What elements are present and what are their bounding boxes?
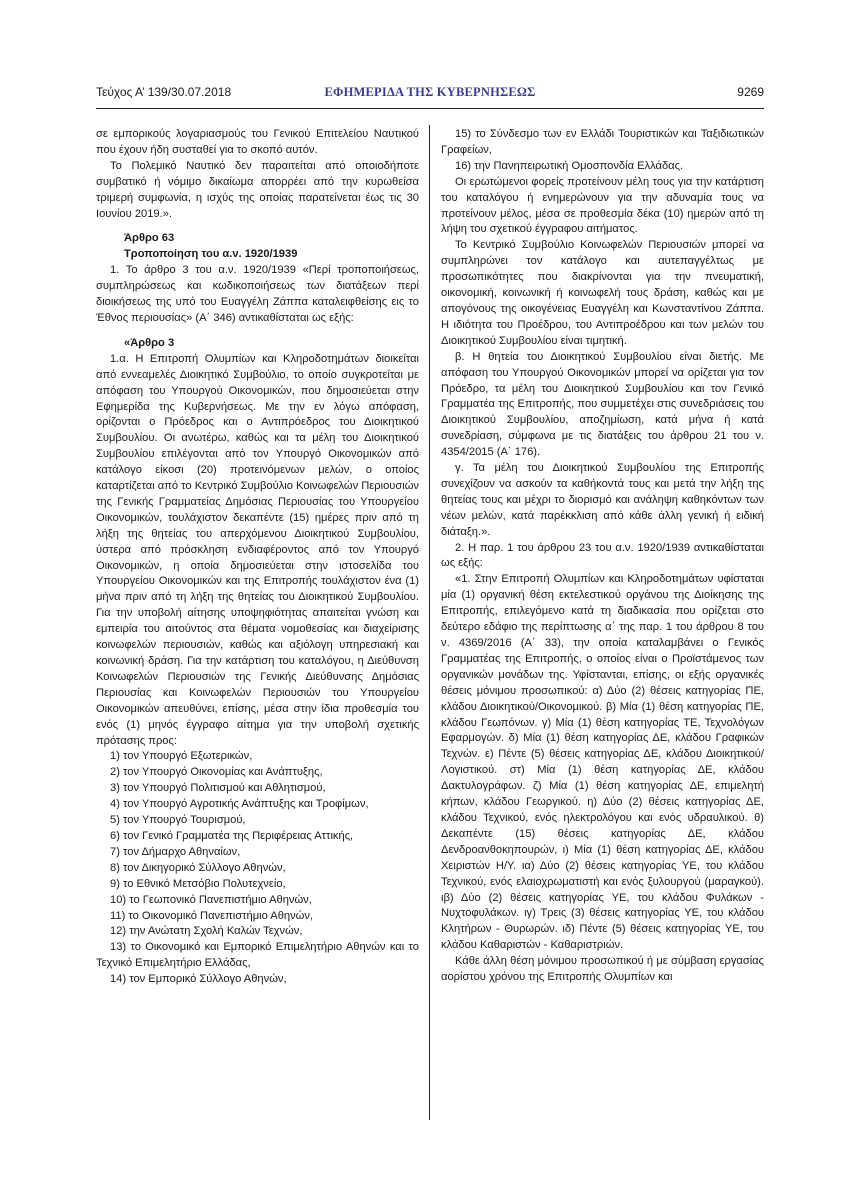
header-rule bbox=[96, 108, 764, 109]
quoted-article-heading: «Άρθρο 3 bbox=[124, 336, 175, 349]
list-item: 12) την Ανώτατη Σχολή Καλών Τεχνών, bbox=[110, 925, 303, 938]
list-item: 16) την Πανηπειρωτική Ομοσπονδία Ελλάδας. bbox=[455, 159, 684, 172]
list-item: 9) το Εθνικό Μετσόβιο Πολυτεχνείο, bbox=[110, 877, 286, 890]
list-item: 5) τον Υπουργό Τουρισμού, bbox=[110, 814, 246, 827]
list-item: 7) τον Δήμαρχο Αθηναίων, bbox=[110, 845, 241, 858]
paragraph: Το Κεντρικό Συμβούλιο Κοινωφελών Περιουσιών μπορεί να συμπληρώνει τον κατάλογο και αυτεπαγγέλτως με προσωπικότητες που διακρίνονται για την πνευματική, οικονομική, κοινωνική ή κοινωφελή τους δράση, καθώς και με απογόνους της οικογένειας Ευαγγέλη και Κωνσταντίνου Ζάππα. Η ιδιότητα του Προέδρου, του Αντιπροέδρου και των μελών του Διοικητικού Συμβουλίου είναι τιμητική. bbox=[441, 239, 764, 347]
list-item: 11) το Οικονομικό Πανεπιστήμιο Αθηνών, bbox=[110, 909, 314, 922]
recipient-list bbox=[96, 749, 419, 988]
list-item: 13) το Οικονομικό και Εμπορικό Επιμελητήριο Αθηνών και το Τεχνικό Επιμελητήριο Ελλάδας, bbox=[96, 941, 419, 970]
article-heading: Άρθρο 63 bbox=[124, 232, 175, 245]
recipient-list-continued bbox=[441, 127, 764, 175]
paragraph: Το Πολεμικό Ναυτικό δεν παραιτείται από οποιοδήποτε συμβατικό ή νόμιμο δικαίωμα απορρέει από την κυρωθείσα τριμερή συμφωνία, η ισχύς της οποίας παρατείνεται έως τις 30 Ιουνίου 2019.». bbox=[96, 159, 419, 220]
right-column bbox=[441, 127, 764, 986]
list-item: 2) τον Υπουργό Οικονομίας και Ανάπτυξης, bbox=[110, 766, 323, 779]
issue-number: Τεύχος Α’ 139/30.07.2018 bbox=[96, 85, 232, 99]
paragraph: 1. Το άρθρο 3 του α.ν. 1920/1939 «Περί τροποποιήσεως, συμπληρώσεως και κωδικοποιήσεως των διατάξεων περί διοικήσεως της υπό του Ευαγγέλη Ζάππα καταλειφθείσης εις το Έθνος περιουσίας» (Α΄ 346) αντικαθίσταται ως εξής: bbox=[96, 264, 419, 324]
left-column bbox=[96, 127, 419, 988]
paragraph: 1.α. Η Επιτροπή Ολυμπίων και Κληροδοτημάτων διοικείται από εννεαμελές Διοικητικό Συμβούλιο, το οποίο συγκροτείται με απόφαση του Υπουργού Οικονομικών, που δημοσιεύεται στην Εφημερίδα της Κυβερνήσεως. Με την εν λόγω απόφαση, ορίζονται ο Πρόεδρος και ο Αντιπρόεδρος του Διοικητικού Συμβουλίου. Οι ανωτέρω, καθώς και τα μέλη του Διοικητικού Συμβουλίου επιλέγονται από τον Υπουργό Οικονομικών από κατάλογο είκοσι (20) προτεινόμενων μελών, ο οποίος καταρτίζεται από το Κεντρικό Συμβούλιο Κοινωφελών Περιουσιών της Γενικής Γραμματείας Δημόσιας Περιουσίας του Υπουργείου Οικονομικών, τουλάχιστον δεκαπέντε (15) ημέρες πριν από τη λήξη της θητείας του απερχόμενου Διοικητικού Συμβουλίου, ύστερα από πρόσκληση ενδιαφέροντος από τον Υπουργό Οικονομικών, η οποία δημοσιεύεται στην ιστοσελίδα του Υπουργείου Οικονομικών και της Επιτροπής τουλάχιστον ένα (1) μήνα πριν από τη λήξη της θητείας του Διοικητικού Συμβουλίου. Για την υποβολή αίτησης υποψηφιότητας απαιτείται γνώση και εμπειρία του αιτούντος στα θέματα νομοθεσίας και διαχείρισης κοινωφελών περιουσιών, καθώς και αξιόλογη υπηρεσιακή και κοινωνική δράση. Για την κατάρτιση του καταλόγου, η Διεύθυνση Κοινωφελών Περιουσιών της Γενικής Διεύθυνσης Δημόσιας Περιουσίας και Κοινωφελών Περιουσιών του Υπουργείου Οικονομικών απευθύνει, επίσης, μέσα στην ίδια προθεσμία του ενός (1) μηνός έγγραφο αίτημα για την υποβολή σχετικής πρότασης προς: bbox=[96, 352, 419, 747]
page-header bbox=[96, 85, 764, 105]
list-item: 6) τον Γενικό Γραμματέα της Περιφέρειας Αττικής, bbox=[110, 829, 354, 842]
paragraph: 2. Η παρ. 1 του άρθρου 23 του α.ν. 1920/1939 αντικαθίσταται ως εξής: bbox=[441, 541, 764, 570]
paragraph: Οι ερωτώμενοι φορείς προτείνουν μέλη τους για την κατάρτιση του καταλόγου ή ενημερώνουν για την αδυναμία τους να προτείνουν μέλος, μέσα σε προθεσμία δέκα (10) ημερών από τη λήψη του σχετικού έγγραφου αιτήματος. bbox=[441, 175, 764, 236]
column-divider bbox=[429, 125, 430, 1120]
paragraph: β. Η θητεία του Διοικητικού Συμβουλίου είναι διετής. Με απόφαση του Υπουργού Οικονομικών μπορεί να ορίζεται για τον Πρόεδρο, τα μέλη του Διοικητικού Συμβουλίου και τον Γενικό Γραμματέα της Επιτροπής, που συμμετέχει στις συνεδριάσεις του Διοικητικού Συμβουλίου, αποζημίωση, κατά μήνα ή κατά συνεδρίαση, σύμφωνα με τις διατάξεις του άρθρου 21 του ν. 4354/2015 (Α΄ 176). bbox=[441, 350, 764, 459]
list-item: 3) τον Υπουργό Πολιτισμού και Αθλητισμού, bbox=[110, 782, 326, 795]
list-item: 8) τον Δικηγορικό Σύλλογο Αθηνών, bbox=[110, 861, 286, 874]
paragraph: «1. Στην Επιτροπή Ολυμπίων και Κληροδοτημάτων υφίσταται μία (1) οργανική θέση εκτελεστικού οργάνου της Διοίκησης της Επιτροπής, επιλεγόμενο κατά τη διαδικασία που ορίζεται στο δεύτερο εδάφιο της περίπτωσης α΄ της παρ. 1 του άρθρου 8 του ν. 4369/2016 (Α΄ 33), την οποία καταλαμβάνει ο Γενικός Γραμματέας της Επιτροπής, ο οποίος είναι ο Προϊστάμενος των οργανικών μονάδων της. Υφίστανται, επίσης, οι εξής οργανικές θέσεις μόνιμου προσωπικού: α) Δύο (2) θέσεις κατηγορίας ΠΕ, κλάδου Διοικητικού/Οικονομικού. β) Μία (1) θέση κατηγορίας ΠΕ, κλάδου Γεωπόνων. γ) Μία (1) θέση κατηγορίας ΤΕ, Τεχνολόγων Εφαρμογών. δ) Μία (1) θέση κατηγορίας ΔΕ, κλάδου Γραφικών Τεχνών. ε) Πέντε (5) θέσεις κατηγορίας ΔΕ, κλάδου Διοικητικού/Λογιστικού. στ) Μία (1) θέση κατηγορίας ΔΕ, κλάδου Δακτυλογράφων. ζ) Μία (1) θέση κατηγορίας ΔΕ, επιμελητή κήπων, κλάδου Γεωργικού. η) Δύο (2) θέσεις κατηγορίας ΔΕ, κλάδου Τεχνικού, ενός ηλεκτρολόγου και ενός υδραυλικού. θ) Δεκαπέντε (15) θέσεις κατηγορίας ΔΕ, κλάδου Δενδροανθοκηπουρών, ι) Μία (1) θέση κατηγορίας ΔΕ, κλάδου Χειριστών Η/Υ. ια) Δύο (2) θέσεις κατηγορίας ΥΕ, του κλάδου Τεχνικού, ενός ελαιοχρωματιστή και ενός ξυλουργού (μαραγκού). ιβ) Δύο (2) θέσεις κατηγορίας ΥΕ, του κλάδου Φυλάκων - Νυχτοφυλάκων. ιγ) Τρεις (3) θέσεις κατηγορίας ΥΕ, του κλάδου Κλητήρων - Θυρωρών. ιδ) Πέντε (5) θέσεις κατηγορίας ΥΕ, του κλάδου Καθαριστών - Καθαριστριών. bbox=[441, 573, 764, 952]
paragraph: σε εμπορικούς λογαριασμούς του Γενικού Επιτελείου Ναυτικού που έχουν ήδη συσταθεί για το σκοπό αυτόν. bbox=[96, 128, 419, 156]
paragraph: γ. Τα μέλη του Διοικητικού Συμβουλίου της Επιτροπής συνεχίζουν να ασκούν τα καθήκοντά τους και μετά την λήξη της θητείας τους και μέχρι το διορισμό και ανάληψη καθηκόντων των νέων μελών, κατά παρέκκλιση από κάθε άλλη γενική ή ειδική διάταξη.». bbox=[441, 462, 764, 538]
paragraph: Κάθε άλλη θέση μόνιμου προσωπικού ή με σύμβαση εργασίας αορίστου χρόνου της Επιτροπής Ολυμπίων και bbox=[441, 955, 764, 984]
list-item: 10) το Γεωπονικό Πανεπιστήμιο Αθηνών, bbox=[110, 893, 312, 906]
list-item: 4) τον Υπουργό Αγροτικής Ανάπτυξης και Τροφίμων, bbox=[110, 798, 369, 811]
list-item: 15) το Σύνδεσμο των εν Ελλάδι Τουριστικών και Ταξιδιωτικών Γραφείων, bbox=[441, 128, 764, 156]
page-number: 9269 bbox=[737, 85, 764, 99]
article-subheading: Τροποποίηση του α.ν. 1920/1939 bbox=[124, 248, 298, 261]
list-item: 1) τον Υπουργό Εξωτερικών, bbox=[110, 750, 253, 763]
list-item: 14) τον Εμπορικό Σύλλογο Αθηνών, bbox=[110, 973, 287, 986]
gazette-title: ΕΦΗΜΕΡΙΔΑ ΤΗΣ ΚΥΒΕΡΝΗΣΕΩΣ bbox=[324, 85, 536, 99]
